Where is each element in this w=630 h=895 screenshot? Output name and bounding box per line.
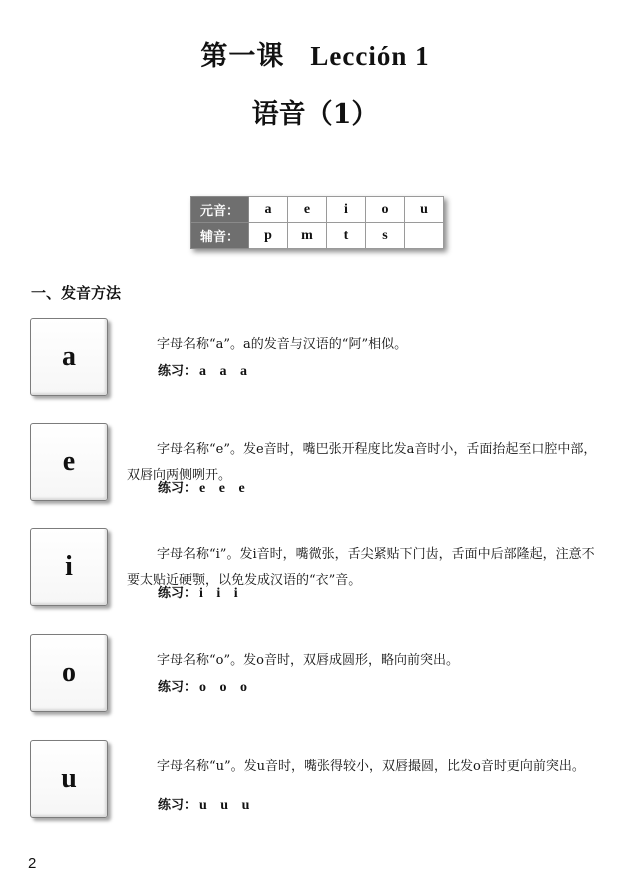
practice-label: 练习： bbox=[158, 364, 198, 379]
letter-description: 字母名称“e”。发e音时，嘴巴张开程度比发a音时小，舌面抬起至口腔中部，双唇向两侧咧开。 bbox=[127, 442, 597, 483]
letter-card: i bbox=[30, 528, 108, 606]
letter-card: a bbox=[30, 318, 108, 396]
consonant-cell bbox=[405, 223, 444, 249]
practice-line bbox=[158, 794, 249, 814]
practice-line bbox=[158, 477, 245, 497]
consonants-row bbox=[191, 223, 444, 249]
practice-line bbox=[158, 360, 247, 380]
lesson-title-es: Lección 1 bbox=[310, 41, 430, 71]
letter-description: 字母名称“a”。a的发音与汉语的“阿”相似。 bbox=[157, 337, 408, 352]
practice-label: 练习： bbox=[158, 481, 198, 496]
consonant-cell: s bbox=[366, 223, 405, 249]
practice-label: 练习： bbox=[158, 680, 198, 695]
vowel-cell: u bbox=[405, 197, 444, 223]
practice-sequence: a a a bbox=[199, 364, 248, 379]
consonants-label: 辅音： bbox=[191, 223, 249, 249]
practice-label: 练习： bbox=[158, 798, 198, 813]
letter-block-i bbox=[0, 528, 630, 618]
letter-block-e bbox=[0, 423, 630, 513]
vowel-cell: o bbox=[366, 197, 405, 223]
consonant-cell: m bbox=[288, 223, 327, 249]
lesson-subtitle: 语音（1） bbox=[251, 99, 379, 130]
practice-line bbox=[158, 582, 238, 602]
vowel-cell: a bbox=[249, 197, 288, 223]
letter-description: 字母名称“o”。发o音时，双唇成圆形，略向前突出。 bbox=[157, 653, 459, 668]
sound-table bbox=[190, 196, 444, 249]
consonant-cell: p bbox=[249, 223, 288, 249]
letter-block-u bbox=[0, 740, 630, 830]
letter-block-o bbox=[0, 634, 630, 724]
vowel-cell: e bbox=[288, 197, 327, 223]
letter-block-a bbox=[0, 318, 630, 408]
lesson-title bbox=[0, 34, 630, 73]
practice-sequence: o o o bbox=[199, 680, 248, 695]
vowels-label: 元音： bbox=[191, 197, 249, 223]
vowel-cell: i bbox=[327, 197, 366, 223]
practice-sequence: i i i bbox=[199, 586, 238, 601]
vowels-row bbox=[191, 197, 444, 223]
letter-card: o bbox=[30, 634, 108, 712]
consonant-cell: t bbox=[327, 223, 366, 249]
letter-description: 字母名称“i”。发i音时，嘴微张，舌尖紧贴下门齿，舌面中后部隆起，注意不要太贴近硬颚，以免发成汉语的“衣”音。 bbox=[127, 547, 595, 588]
lesson-title-cn: 第一课 bbox=[200, 41, 285, 72]
letter-card: u bbox=[30, 740, 108, 818]
letter-description: 字母名称“u”。发u音时，嘴张得较小，双唇撮圆，比发o音时更向前突出。 bbox=[157, 759, 585, 774]
page-number: 2 bbox=[28, 855, 37, 872]
section-heading: 一、发音方法 bbox=[31, 284, 122, 302]
practice-label: 练习： bbox=[158, 586, 198, 601]
practice-sequence: u u u bbox=[199, 798, 250, 813]
letter-card: e bbox=[30, 423, 108, 501]
practice-sequence: e e e bbox=[199, 481, 245, 496]
practice-line bbox=[158, 676, 247, 696]
